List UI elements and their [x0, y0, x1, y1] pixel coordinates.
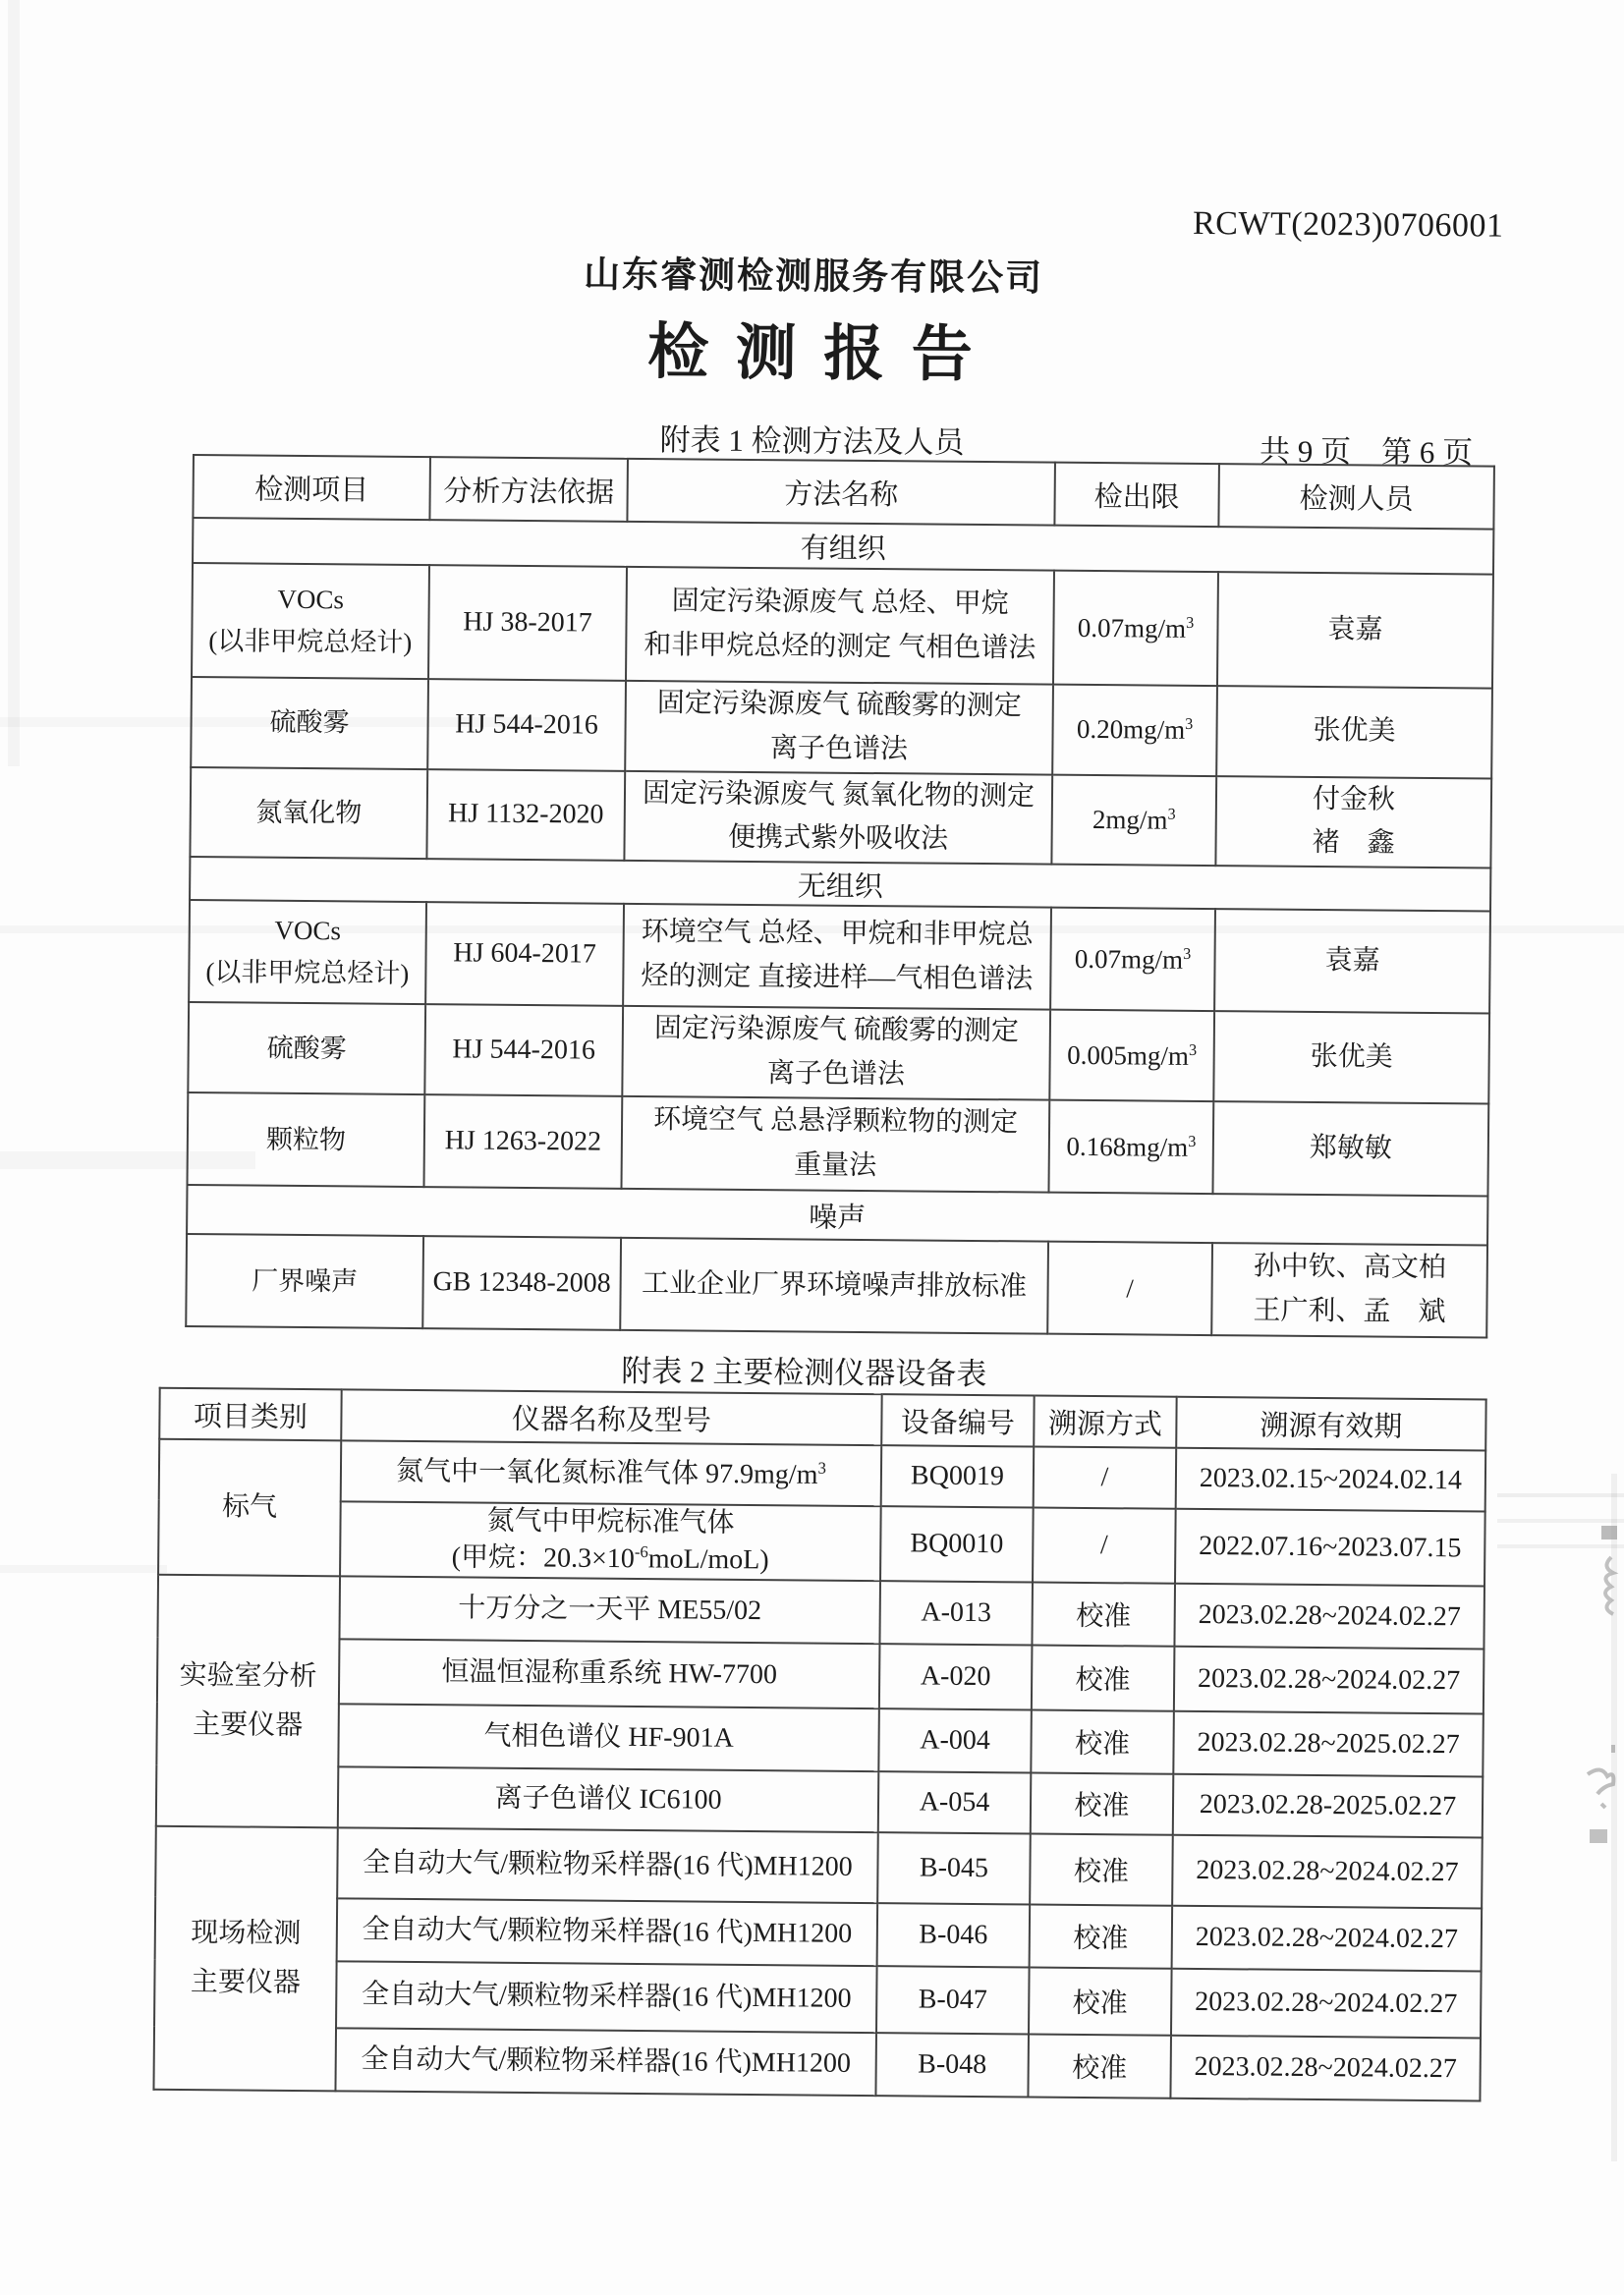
column-header: 仪器名称及型号 [341, 1389, 881, 1445]
report-title: 检 测 报 告 [646, 319, 979, 389]
table2-title: 附表 2 主要检测仪器设备表 [621, 1353, 987, 1392]
methods-table-body [186, 518, 1493, 1338]
text-line: 固定污染源废气 氮氧化物的测定 [642, 777, 1036, 812]
cell-method [623, 904, 1051, 1010]
instrument-row [158, 1500, 1485, 1587]
text-line: 袁嘉 [1327, 613, 1383, 645]
column-header: 检出限 [1054, 463, 1219, 527]
cell-validity: 2023.02.15~2024.02.14 [1176, 1448, 1486, 1512]
cell-validity: 2023.02.28~2024.02.27 [1172, 1835, 1483, 1909]
text-line: 全自动大气/颗粒物采样器(16 代)MH1200 [361, 1979, 852, 2014]
cell-basis: HJ 1132-2020 [426, 769, 625, 861]
cell-code: B-046 [877, 1903, 1031, 1967]
cell-instrument [335, 2028, 876, 2096]
text-line: 十万分之一天平 ME55/02 [458, 1593, 762, 1626]
text-line: 全自动大气/颗粒物采样器(16 代)MH1200 [361, 2043, 852, 2079]
cell-instrument [339, 1576, 880, 1644]
table1-title: 附表 1 检测方法及人员 [659, 422, 965, 460]
cell-trace: 校准 [1028, 2034, 1171, 2098]
text-line: (以非甲烷总烃计) [208, 626, 413, 657]
cell-trace: 校准 [1030, 1904, 1173, 1968]
cell-limit: $0.005mg/m^3$ [1049, 1010, 1214, 1101]
text-line: 王广利、孟 斌 [1253, 1295, 1446, 1328]
text-line: 离子色谱仪 IC6100 [494, 1782, 722, 1816]
method-row [189, 900, 1490, 1014]
cell-category [156, 1575, 340, 1828]
cell-method [622, 1006, 1050, 1100]
text-line: 硫酸雾 [269, 706, 350, 738]
text-line: 全自动大气/颗粒物采样器(16 代)MH1200 [363, 1847, 853, 1882]
methods-table [185, 454, 1495, 1339]
text-line: 烃的测定 直接进样—气相色谱法 [641, 961, 1034, 995]
cell-item [192, 563, 429, 679]
cell-limit: $0.20mg/m^3$ [1052, 685, 1217, 776]
text-line: 张优美 [1310, 1040, 1393, 1073]
cell-validity: 2023.02.28-2025.02.27 [1173, 1774, 1484, 1838]
cell-validity: 2023.02.28~2024.02.27 [1172, 1906, 1483, 1972]
text-line: 主要仪器 [193, 1709, 304, 1742]
instrument-row [154, 1960, 1482, 2039]
instruments-table [152, 1387, 1486, 2102]
cell-code: B-047 [876, 1966, 1030, 2034]
instrument-row [155, 1826, 1483, 1909]
method-row [186, 1234, 1487, 1338]
cell-trace: 校准 [1032, 1583, 1175, 1647]
cell-instrument [337, 1898, 878, 1966]
cell-code: A-013 [879, 1581, 1033, 1645]
text-line: 标气 [221, 1491, 278, 1523]
column-header: 方法名称 [627, 459, 1055, 526]
text-line: 环境空气 总悬浮颗粒物的测定 [652, 1104, 1019, 1139]
cell-basis: HJ 544-2016 [427, 679, 626, 770]
cell-category [153, 1826, 337, 2092]
text-line: 袁嘉 [1324, 944, 1380, 977]
column-header: 设备编号 [881, 1394, 1034, 1446]
cell-validity: 2023.02.28~2024.02.27 [1170, 2036, 1481, 2101]
cell-basis: HJ 544-2016 [424, 1004, 623, 1096]
cell-validity: 2023.02.28~2024.02.27 [1174, 1584, 1484, 1650]
section-band: 有组织 [193, 518, 1493, 575]
cell-validity: 2022.07.16~2023.07.15 [1175, 1509, 1485, 1587]
cell-basis: HJ 1263-2022 [423, 1094, 622, 1189]
cell-basis: HJ 38-2017 [428, 565, 627, 681]
cell-code: BQ0019 [881, 1445, 1035, 1507]
cell-personnel [1215, 776, 1491, 868]
instruments-table-body [153, 1439, 1485, 2101]
cell-code: B-045 [877, 1832, 1031, 1904]
section-band: 噪声 [187, 1185, 1487, 1246]
cell-personnel [1213, 1011, 1489, 1103]
text-line: 主要仪器 [190, 1967, 302, 1999]
cell-personnel [1211, 1243, 1487, 1337]
cell-item [188, 1002, 425, 1094]
text-line: 孙中钦、高文柏 [1253, 1251, 1446, 1284]
text-line: 颗粒物 [265, 1124, 347, 1154]
cell-code: A-004 [878, 1708, 1032, 1772]
methods-table-head [193, 455, 1494, 530]
instrument-row [156, 1703, 1484, 1777]
cell-item [186, 1234, 423, 1328]
section-band: 无组织 [190, 857, 1490, 912]
method-row [190, 767, 1491, 868]
text-line: 离子色谱法 [766, 1058, 906, 1091]
cell-instrument [339, 1639, 880, 1708]
cell-limit: $0.168mg/m^3$ [1048, 1100, 1213, 1194]
instrument-row [155, 1897, 1483, 1972]
cell-personnel [1217, 572, 1493, 688]
cell-personnel [1216, 686, 1492, 778]
cell-instrument [336, 1961, 877, 2033]
text-line: 现场检测 [191, 1918, 302, 1950]
cell-trace: / [1033, 1508, 1176, 1584]
text-line: 实验室分析 [179, 1660, 317, 1693]
text-line: (甲烷：$20.3\times 10^{-6}moL/moL$) [451, 1541, 769, 1576]
cell-method [626, 567, 1054, 685]
column-header: 项目类别 [159, 1388, 341, 1441]
column-header: 检测人员 [1218, 464, 1494, 529]
column-header: 检测项目 [193, 455, 430, 520]
instrument-row [159, 1439, 1485, 1512]
text-line: 厂界噪声 [252, 1265, 359, 1297]
cell-code: B-048 [875, 2033, 1029, 2097]
cell-basis: HJ 604-2017 [425, 902, 624, 1006]
text-line: 离子色谱法 [769, 732, 909, 765]
cell-code: A-020 [879, 1644, 1033, 1709]
cell-trace: 校准 [1031, 1710, 1174, 1774]
text-line: 固定污染源废气 硫酸雾的测定 [656, 688, 1022, 722]
text-line: (以非甲烷总烃计) [205, 957, 410, 989]
text-line: 氮气中一氧化氮标准气体 $97.9mg/m^3$ [395, 1455, 826, 1490]
text-line: 环境空气 总烃、甲烷和非甲烷总 [641, 917, 1034, 951]
text-line: 工业企业厂界环境噪声排放标准 [641, 1267, 1028, 1303]
cell-trace: 校准 [1032, 1646, 1175, 1711]
cell-trace: 校准 [1029, 1967, 1172, 2035]
text-line: 褚 鑫 [1312, 827, 1395, 860]
cell-method [620, 1238, 1048, 1334]
column-header: 溯源有效期 [1176, 1397, 1485, 1451]
text-line: 全自动大气/颗粒物采样器(16 代)MH1200 [362, 1914, 853, 1949]
cell-code: A-054 [878, 1771, 1032, 1833]
method-row [188, 1092, 1489, 1197]
cell-validity: 2023.02.28~2024.02.27 [1171, 1969, 1482, 2039]
text-line: 重量法 [794, 1149, 877, 1182]
cell-personnel [1214, 909, 1490, 1013]
text-line: 付金秋 [1312, 783, 1396, 815]
header-row [193, 455, 1494, 530]
cell-code: BQ0010 [880, 1506, 1034, 1582]
cell-validity: 2023.02.28~2025.02.27 [1173, 1711, 1484, 1777]
cell-item [189, 900, 426, 1004]
text-line: 氮气中甲烷标准气体 [486, 1506, 735, 1539]
method-row [192, 563, 1493, 689]
text-line: 张优美 [1313, 715, 1396, 748]
text-line: 和非甲烷总烃的测定 气相色谱法 [644, 630, 1036, 664]
cell-item [190, 767, 427, 860]
text-line: VOCs [277, 584, 345, 615]
cell-item [191, 677, 428, 769]
cell-trace: / [1034, 1447, 1177, 1509]
cell-trace: 校准 [1031, 1772, 1174, 1834]
cell-limit: $2mg/m^3$ [1051, 774, 1216, 866]
cell-limit: $0.07mg/m^3$ [1050, 908, 1215, 1011]
instrument-row [153, 2027, 1481, 2101]
cell-method [624, 770, 1052, 864]
text-line: 硫酸雾 [266, 1033, 347, 1063]
cell-item [188, 1092, 425, 1187]
instrument-row [157, 1575, 1484, 1650]
text-line: 氮氧化物 [255, 797, 363, 828]
cell-instrument [341, 1440, 882, 1506]
cell-basis: GB 12348-2008 [422, 1236, 621, 1330]
cell-instrument [338, 1766, 879, 1832]
cell-instrument [340, 1501, 881, 1581]
text-line: 固定污染源废气 硫酸雾的测定 [653, 1013, 1020, 1047]
page-info: 共 9 页 第 6 页 [1259, 433, 1474, 471]
method-row [188, 1002, 1489, 1104]
text-line: 固定污染源废气 总烃、甲烷 [671, 586, 1009, 620]
cell-limit: / [1047, 1242, 1212, 1335]
text-line: 恒温恒湿称重系统 HW-7700 [441, 1656, 778, 1691]
instrument-row [157, 1638, 1484, 1714]
cell-method [621, 1096, 1049, 1193]
column-header: 分析方法依据 [429, 457, 628, 522]
cell-instrument [337, 1827, 878, 1903]
instrument-row [156, 1765, 1483, 1838]
company-name: 山东睿测检测服务有限公司 [583, 254, 1044, 300]
column-header: 溯源方式 [1034, 1396, 1176, 1448]
method-row [191, 677, 1492, 778]
report-number: RCWT(2023)0706001 [1192, 204, 1504, 245]
cell-method [625, 681, 1053, 774]
text-line: 郑敏敏 [1309, 1132, 1393, 1164]
text-line: 便携式紫外吸收法 [727, 822, 949, 856]
cell-personnel [1212, 1101, 1488, 1196]
cell-instrument [338, 1704, 879, 1771]
cell-trace: 校准 [1030, 1833, 1173, 1905]
text-line: VOCs [274, 915, 342, 946]
cell-validity: 2023.02.28~2024.02.27 [1174, 1647, 1484, 1714]
text-line: 气相色谱仪 HF-901A [483, 1720, 734, 1754]
cell-limit: $0.07mg/m^3$ [1053, 571, 1218, 686]
cell-category [158, 1439, 341, 1577]
